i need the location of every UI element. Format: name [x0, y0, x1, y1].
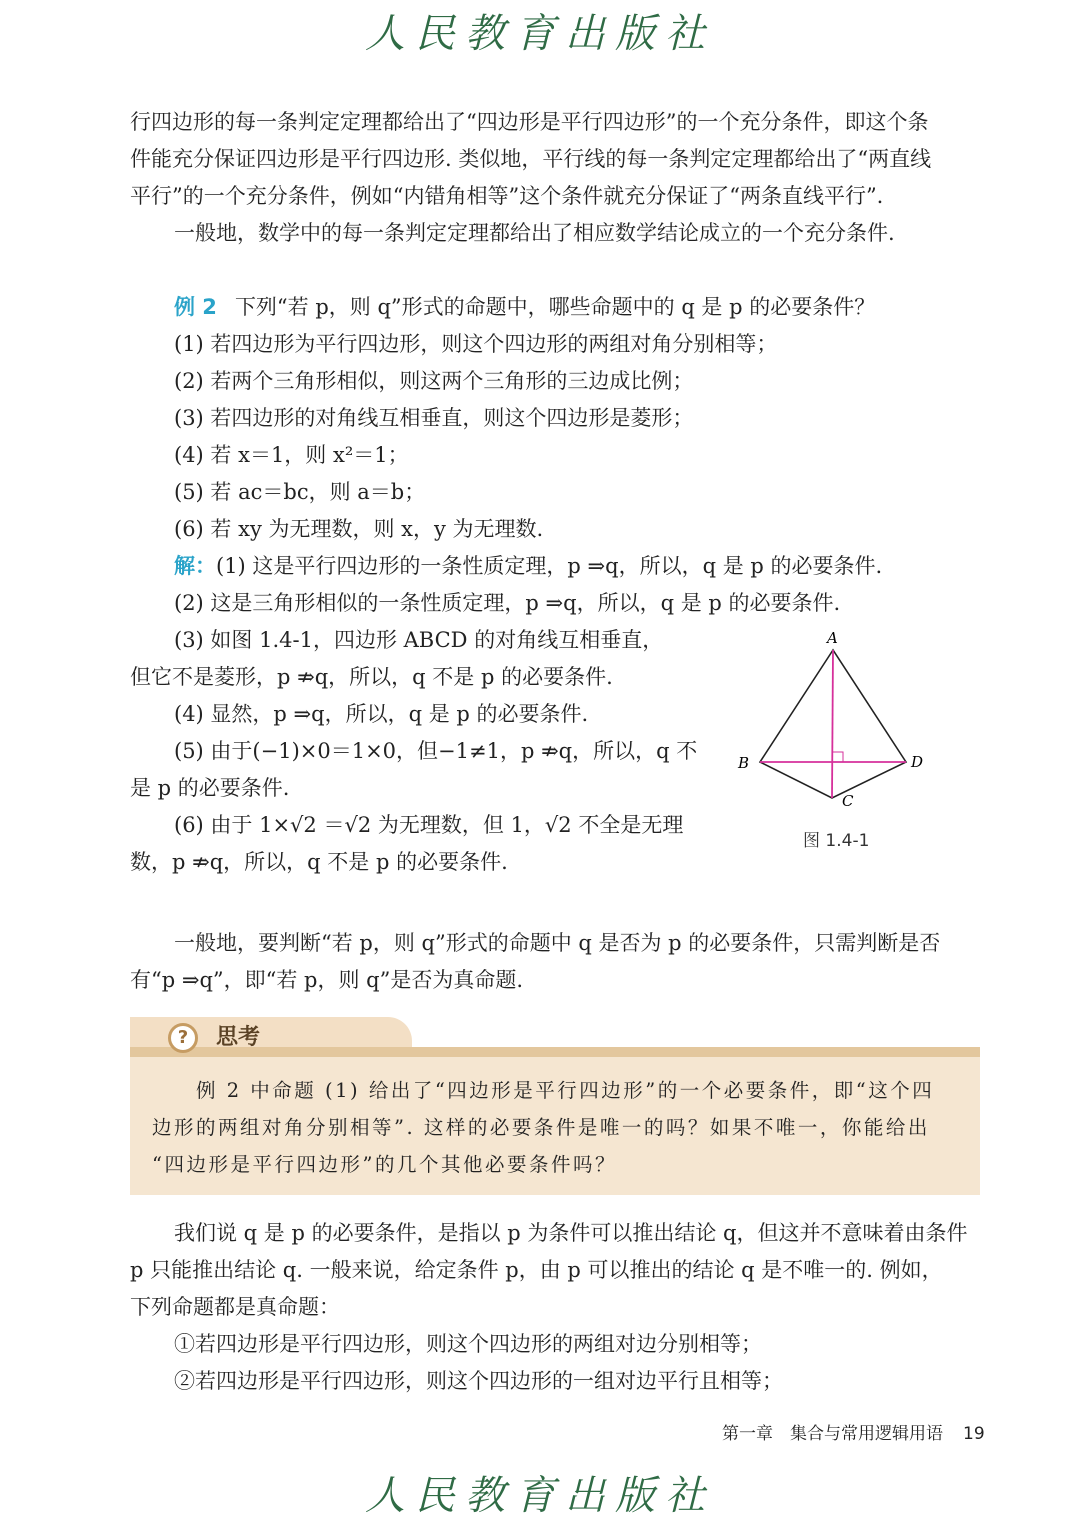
after-example-paragraph [130, 925, 980, 999]
intro-general: 一般地，数学中的每一条判定定理都给出了相应数学结论成立的一个充分条件. [174, 221, 895, 245]
intro-line: 平行”的一个充分条件，例如“内错角相等”这个条件就充分保证了“两条直线平行”. [130, 184, 884, 208]
intro-line: 件能充分保证四边形是平行四边形. 类似地，平行线的每一条判定定理都给出了“两直线 [130, 147, 932, 171]
solution-step: (2) 这是三角形相似的一条性质定理，p ⇒q，所以，q 是 p 的必要条件. [174, 591, 841, 615]
example-item: (2) 若两个三角形相似，则这两个三角形的三边成比例； [174, 369, 694, 393]
solution-step: (6) 由于 1×√2 ＝√2 为无理数，但 1，√2 不全是无理 [174, 813, 684, 837]
vertex-label-d: D [911, 753, 924, 771]
publisher-watermark-top: 人民教育出版社 [365, 11, 715, 57]
solution-step: 但它不是菱形，p ⇏q，所以，q 不是 p 的必要条件. [130, 665, 613, 689]
solution-line [130, 548, 980, 585]
example-label: 例 2 [174, 295, 217, 319]
right-angle-mark [833, 752, 843, 762]
question-icon: ? [168, 1023, 198, 1053]
page-number: 19 [963, 1424, 985, 1444]
paragraph-line: 下列命题都是真命题： [130, 1295, 340, 1319]
example-item: (6) 若 xy 为无理数，则 x，y 为无理数. [174, 517, 544, 541]
think-line: 边形的两组对角分别相等”. 这样的必要条件是唯一的吗？如果不唯一，你能给出 [152, 1116, 930, 1139]
intro-line: 行四边形的每一条判定定理都给出了“四边形是平行四边形”的一个充分条件，即这个条 [130, 110, 929, 134]
paragraph-line: p 只能推出结论 q. 一般来说，给定条件 p，由 p 可以推出的结论 q 是不唯一的. 例如， [130, 1258, 943, 1282]
figure-caption: 图 1.4-1 [803, 831, 870, 851]
solution-step: (1) 这是平行四边形的一条性质定理，p ⇒q，所以，q 是 p 的必要条件. [216, 554, 883, 578]
solution-step: (5) 由于(−1)×0＝1×0，但−1≠1，p ⇏q，所以，q 不 [174, 739, 698, 763]
quadrilateral-figure [730, 628, 930, 818]
think-line: “四边形是平行四边形”的几个其他必要条件吗？ [152, 1153, 617, 1176]
paragraph-line: 有“p ⇒q”，即“若 p，则 q”是否为真命题. [130, 968, 524, 992]
solution-step: 数，p ⇏q，所以，q 不是 p 的必要条件. [130, 850, 508, 874]
paragraph-line: ①若四边形是平行四边形，则这个四边形的两组对边分别相等； [174, 1332, 762, 1356]
example-item: (5) 若 ac＝bc，则 a＝b； [174, 480, 426, 504]
vertex-label-b: B [738, 754, 750, 772]
think-box-text [152, 1072, 964, 1183]
think-box-title: 思考 [216, 1025, 261, 1050]
example-question: 下列“若 p，则 q”形式的命题中，哪些命题中的 q 是 p 的必要条件？ [234, 295, 876, 319]
intro-paragraph [130, 104, 980, 252]
solution-step: (4) 显然，p ⇒q，所以，q 是 p 的必要条件. [174, 702, 589, 726]
think-line: 例 2 中命题 (1) 给出了“四边形是平行四边形”的一个必要条件，即“这个四 [196, 1079, 935, 1102]
page-footer [722, 1421, 985, 1447]
paragraph-line: 一般地，要判断“若 p，则 q”形式的命题中 q 是否为 p 的必要条件，只需判断是否 [174, 931, 941, 955]
diagonal-ac [832, 650, 833, 798]
solution-step: 是 p 的必要条件. [130, 776, 290, 800]
example-question-line [130, 289, 980, 326]
solution-step: (3) 如图 1.4-1，四边形 ABCD 的对角线互相垂直， [174, 628, 664, 652]
vertex-label-a: A [827, 629, 838, 647]
example-item: (3) 若四边形的对角线互相垂直，则这个四边形是菱形； [174, 406, 694, 430]
chapter-title: 第一章 集合与常用逻辑用语 [722, 1424, 943, 1444]
example-item: (4) 若 x＝1，则 x²＝1； [174, 443, 409, 467]
paragraph-line: ②若四边形是平行四边形，则这个四边形的一组对边平行且相等； [174, 1369, 783, 1393]
example-item: (1) 若四边形为平行四边形，则这个四边形的两组对角分别相等； [174, 332, 778, 356]
vertex-label-c: C [842, 792, 854, 810]
solution-label: 解： [174, 554, 216, 578]
later-paragraph [130, 1215, 980, 1400]
publisher-watermark-bottom: 人民教育出版社 [365, 1473, 715, 1519]
paragraph-line: 我们说 q 是 p 的必要条件，是指以 p 为条件可以推出结论 q，但这并不意味着由条件 [174, 1221, 968, 1245]
